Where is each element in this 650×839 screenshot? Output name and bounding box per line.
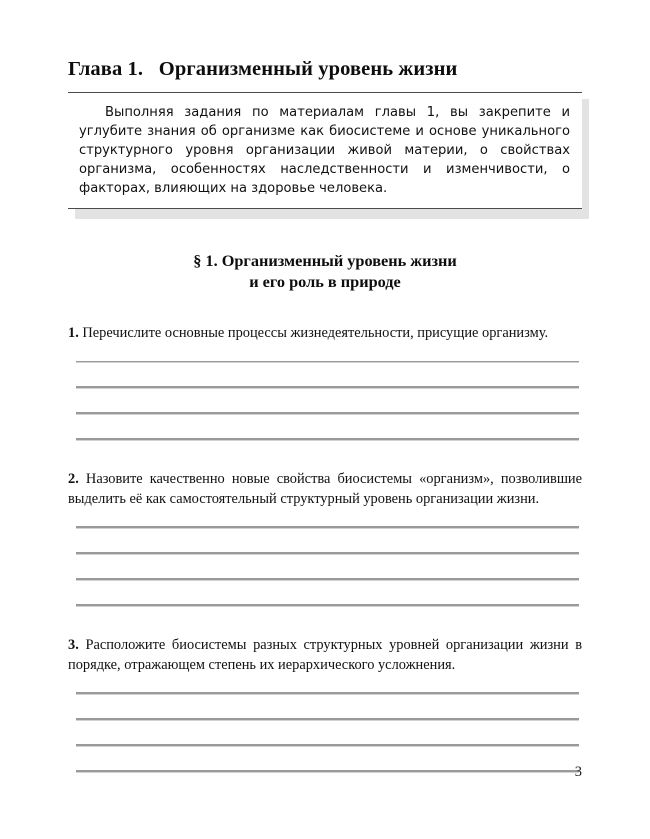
- answer-line[interactable]: [76, 412, 579, 414]
- answer-line[interactable]: [76, 718, 579, 720]
- answer-line[interactable]: [76, 692, 579, 694]
- section-heading-line-2: и его роль в природе: [249, 272, 401, 292]
- section-heading-line-1: § 1. Организменный уровень жизни: [193, 250, 457, 270]
- question-block: [68, 469, 582, 607]
- question-number: 3.: [68, 636, 79, 653]
- question-text: [68, 469, 582, 510]
- page-content: [68, 0, 582, 773]
- answer-line[interactable]: [76, 438, 579, 440]
- answer-line[interactable]: [76, 604, 579, 606]
- answer-lines: [76, 526, 579, 606]
- question-body: Перечислите основные процессы жизнедеятельности, присущие организму.: [82, 325, 549, 342]
- question-body: Назовите качественно новые свойства биосистемы «организм», позволившие выделить её как самостоятельный структурный уровень организации жизни.: [68, 470, 582, 508]
- question-number: 2.: [68, 470, 79, 487]
- question-text: [68, 323, 582, 343]
- answer-line[interactable]: [76, 361, 579, 363]
- page-number: 3: [574, 764, 582, 780]
- question-text: [68, 635, 582, 676]
- question-block: [68, 635, 582, 773]
- answer-line[interactable]: [76, 552, 579, 554]
- question-number: 1.: [68, 325, 79, 342]
- answer-line[interactable]: [76, 770, 579, 772]
- answer-line[interactable]: [76, 526, 579, 528]
- question-block: [68, 323, 582, 441]
- answer-line[interactable]: [76, 744, 579, 746]
- intro-paragraph: Выполняя задания по материалам главы 1, вы закрепите и углубите знания об организме как биосистеме и основе уникального структурного уровня организации живой материи, о свойствах организма, особенностях наследственности и изменчивости, о факторах, влияющих на здоровье человека.: [79, 105, 570, 196]
- answer-line[interactable]: [76, 578, 579, 580]
- question-body: Расположите биосистемы разных структурных уровней организации жизни в порядке, отражающем степень их иерархического усложнения.: [68, 636, 582, 673]
- answer-lines: [76, 692, 579, 772]
- chapter-title: Глава 1. Организменный уровень жизни: [68, 58, 458, 80]
- intro-callout-box: [68, 92, 582, 209]
- section-heading: [68, 209, 582, 293]
- answer-lines: [76, 361, 579, 441]
- answer-line[interactable]: [76, 386, 579, 388]
- intro-callout: [68, 92, 582, 209]
